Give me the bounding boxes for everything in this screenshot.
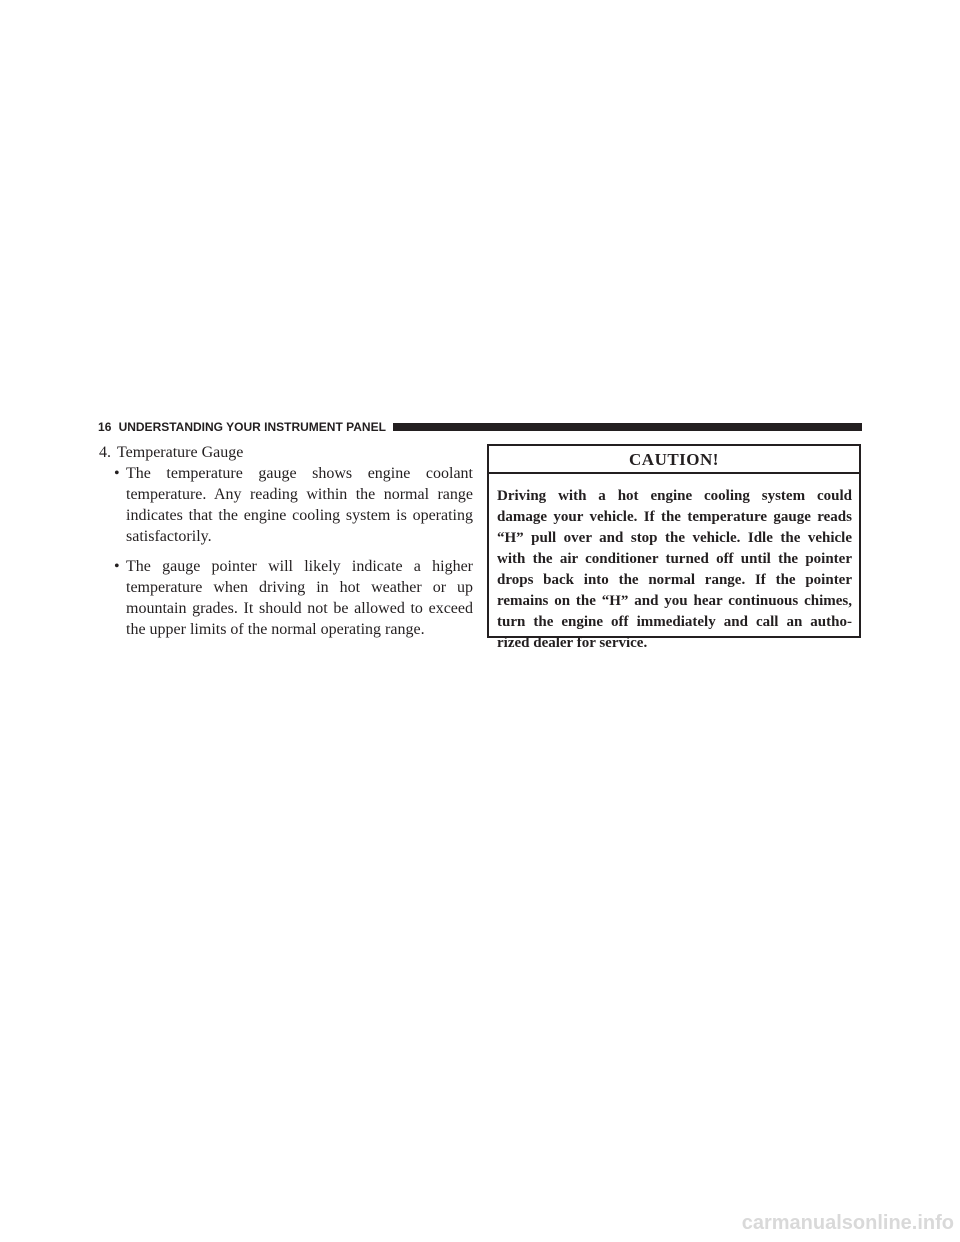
- caution-box: [487, 444, 861, 651]
- item-title: Temperature Gauge: [117, 444, 244, 461]
- caution-line: turn the engine off immediately and call an autho-: [497, 614, 852, 630]
- caution-line: drops back into the normal range. If the pointer: [497, 572, 852, 588]
- caution-line: “H” pull over and stop the vehicle. Idle the vehicle: [497, 530, 852, 546]
- page-header: [98, 419, 862, 435]
- header-rule: [393, 423, 862, 431]
- section-title: UNDERSTANDING YOUR INSTRUMENT PANEL: [118, 420, 386, 434]
- caution-line: remains on the “H” and you hear continuous chimes,: [497, 593, 852, 609]
- watermark-text: carmanualsonline.info: [741, 1212, 954, 1234]
- caution-line: damage your vehicle. If the temperature gauge reads: [497, 509, 852, 525]
- caution-line: with the air conditioner turned off until the pointer: [497, 551, 852, 567]
- temperature-gauge-section: [98, 442, 473, 649]
- watermark: [0, 1212, 960, 1242]
- list-item: [98, 556, 473, 640]
- caution-line: Driving with a hot engine cooling system could: [497, 488, 852, 504]
- bullet-icon: •: [114, 558, 120, 575]
- caution-title: CAUTION!: [489, 446, 859, 474]
- list-item: [98, 463, 473, 547]
- bullet-text: The temperature gauge shows engine coolant temperature. Any reading within the normal range indicates that the engine cooling system is operating satisfactorily.: [126, 465, 473, 545]
- item-number: 4.: [99, 444, 111, 461]
- item-heading: [98, 442, 473, 463]
- page-number: 16: [98, 420, 112, 434]
- bullet-text: The gauge pointer will likely indicate a higher temperature when driving in hot weather or up mountain grades. It should not be allowed to exceed the upper limits of the normal operating range.: [126, 558, 473, 638]
- bullet-list: [98, 463, 473, 640]
- caution-line: rized dealer for service.: [497, 635, 648, 651]
- caution-body: [489, 474, 859, 654]
- bullet-icon: •: [114, 465, 120, 482]
